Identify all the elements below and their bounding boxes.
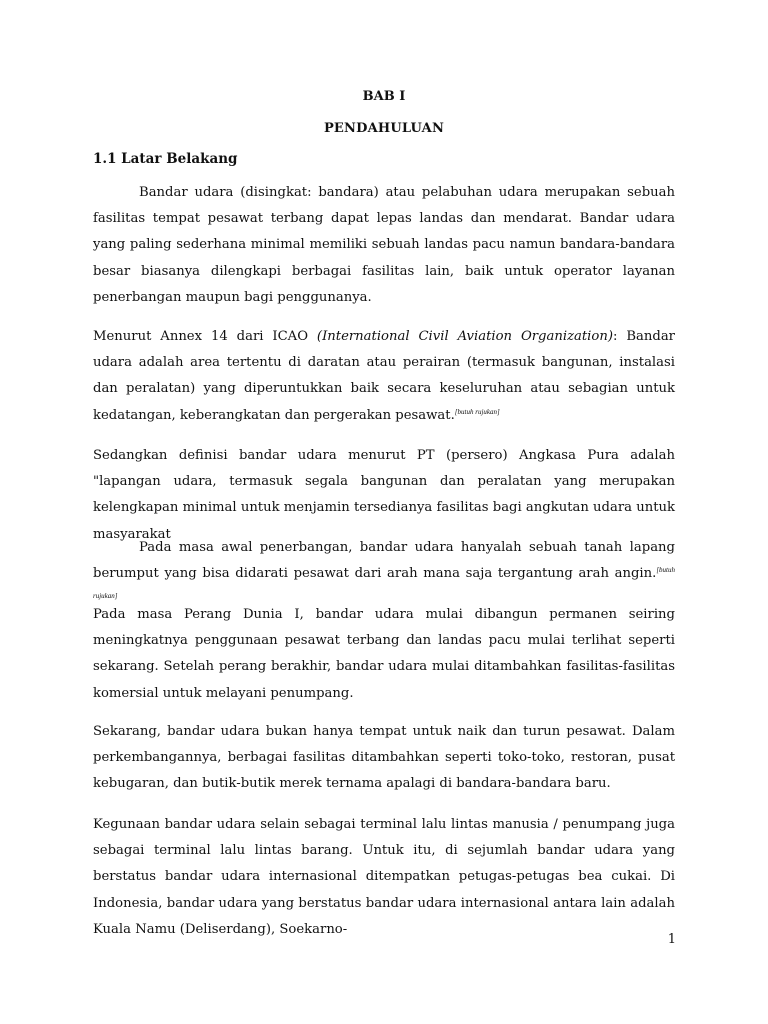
paragraph-airport-uses: Kegunaan bandar udara selain sebagai terminal lalu lintas manusia / penumpang juga sebagai terminal lalu lintas barang. Untuk itu, di sejumlah bandar udara yang berstatus bandar udara internasional ditempatkan petugas-petugas bea cukai. Di Indonesia, bandar udara yang berstatus bandar udara internasional antara lain adalah Kuala Namu (Deliserdang), Soekarno-: [93, 817, 675, 937]
paragraph-icao: [93, 324, 675, 429]
paragraph-icao-text-a: Menurut Annex 14 dari ICAO: [93, 329, 317, 344]
paragraph-definition: Bandar udara (disingkat: bandara) atau pelabuhan udara merupakan sebuah fasilitas tempat pesawat terbang dapat lepas landas dan mendarat. Bandar udara yang paling sederhana minimal memiliki sebuah landas pacu namun bandara-bandara besar biasanya dilengkapi berbagai fasilitas lain, baik untuk operator layanan penerbangan maupun bagi penggunanya.: [93, 185, 675, 305]
paragraph-icao-text-b: : Bandar udara adalah area tertentu di daratan atau perairan (termasuk bangunan, instalasi dan peralatan) yang diperuntukkan baik secara keseluruhan atau sebagian untuk kedatangan, keberangkatan dan pergerakan pesawat.: [93, 329, 675, 423]
citation-needed-mark: [butuh rujukan]: [454, 407, 500, 416]
chapter-number: BAB I: [362, 89, 406, 104]
paragraph-world-war: Pada masa Perang Dunia I, bandar udara mulai dibangun permanen seiring meningkatnya penggunaan pesawat terbang dan landas pacu mulai terlihat seperti sekarang. Setelah perang berakhir, bandar udara mulai ditambahkan fasilitas-fasilitas komersial untuk melayani penumpang.: [93, 607, 675, 701]
chapter-title: PENDAHULUAN: [323, 121, 445, 136]
paragraph-icao-italic: (International Civil Aviation Organization): [316, 329, 613, 344]
paragraph-modern-airports: Sekarang, bandar udara bukan hanya tempat untuk naik dan turun pesawat. Dalam perkembangannya, berbagai fasilitas ditambahkan seperti toko-toko, restoran, pusat kebugaran, dan butik-butik merek ternama apalagi di bandara-bandara baru.: [93, 724, 675, 792]
section-heading: 1.1 Latar Belakang: [93, 151, 238, 167]
citation-needed-mark: [butuh rujukan]: [93, 566, 675, 601]
paragraph-early-aviation-text: Pada masa awal penerbangan, bandar udara hanyalah sebuah tanah lapang berumput yang bisa didarati pesawat dari arah mana saja tergantung arah angin.: [93, 540, 675, 582]
paragraph-angkasa-pura: Sedangkan definisi bandar udara menurut PT (persero) Angkasa Pura adalah "lapangan udara, termasuk segala bangunan dan peralatan yang merupakan kelengkapan minimal untuk menjamin tersedianya fasilitas bagi angkutan udara untuk masyarakat: [93, 448, 675, 542]
page-number: 1: [667, 932, 676, 947]
